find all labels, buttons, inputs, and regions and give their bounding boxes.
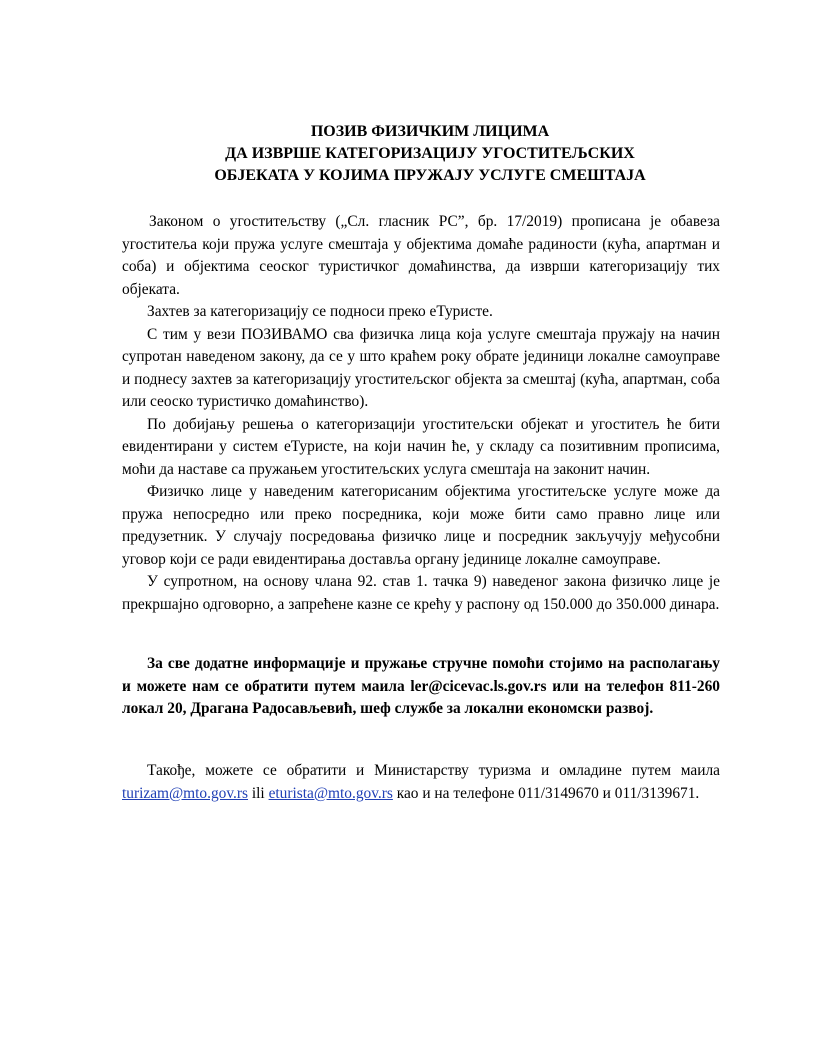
- contact-paragraph: За све додатне информације и пружање стручне помоћи стојимо на располагању и можете нам се обратити путем маила ler@cicevac.ls.gov.rs или на телефон 811-260 локал 20, Драгана Радосављевић, шеф службе за локални економски развој.: [122, 655, 720, 717]
- document-body: [122, 211, 720, 616]
- title-line-2: ДА ИЗВРШЕ КАТЕГОРИЗАЦИЈУ УГОСТИТЕЉСКИХ: [225, 145, 635, 162]
- ministry-text-after: као и на телефоне 011/3149670 и 011/3139671.: [392, 784, 700, 802]
- paragraph-law: Законом о угоститељству („Сл. гласник РС”, бр. 17/2019) прописана је обавеза угоститеља који пружа услуге смештаја у објектима домаће радиности (кућа, апартман и соба) и објектима сеоског туристичког домаћинства, да изврши категоризацију тих објеката.: [122, 213, 720, 298]
- email-link-eturista[interactable]: eturista@mto.gov.rs: [268, 784, 393, 802]
- paragraph-decision: По добијању решења о категоризацији угоститељски објекат и угоститељ ће бити евидентирани у систем еТуристе, на који начин ће, у складу са позитивним прописима, моћи да наставе са пружањем угоститељских услуга смештаја на законит начин.: [122, 415, 720, 478]
- paragraph-invitation: С тим у вези ПОЗИВАМО сва физичка лица која услуге смештаја пружају на начин супротан наведеном закону, да се у што краћем року обрате јединици локалне самоуправе и поднесу захтев за категоризацију угоститељског објекта за смештај (кућа, апартман, соба или сеоско туристичко домаћинство).: [122, 325, 720, 410]
- paragraph-intermediary: Физичко лице у наведеним категорисаним објектима угоститељске услуге може да пружа непосредно или преко посредника, који може бити само правно лице или предузетник. У случају посредовања физичко лице и посредник закључују међусобни уговор који се ради евидентирања доставља органу јединице локалне самоуправе.: [122, 483, 720, 568]
- paragraph-penalty: У супротном, на основу члана 92. став 1. тачка 9) наведеног закона физичко лице је прекршајно одговорно, а запрећене казне се крећу у распону од 150.000 до 350.000 динара.: [122, 573, 720, 613]
- ministry-paragraph: [122, 760, 720, 805]
- ministry-separator: ili: [248, 784, 269, 802]
- document-title: [120, 121, 740, 187]
- ministry-text-before: Такође, можете се обратити и Министарству туризма и омладине путем маила: [147, 762, 720, 779]
- paragraph-request: Захтев за категоризацију се подноси преко еТуристе.: [147, 303, 493, 320]
- title-line-3: ОБЈЕКАТА У КОЈИМА ПРУЖАЈУ УСЛУГЕ СМЕШТАЈА: [214, 167, 646, 184]
- email-link-turizam[interactable]: turizam@mto.gov.rs: [122, 784, 249, 802]
- title-line-1: ПОЗИВ ФИЗИЧКИМ ЛИЦИМА: [310, 123, 550, 140]
